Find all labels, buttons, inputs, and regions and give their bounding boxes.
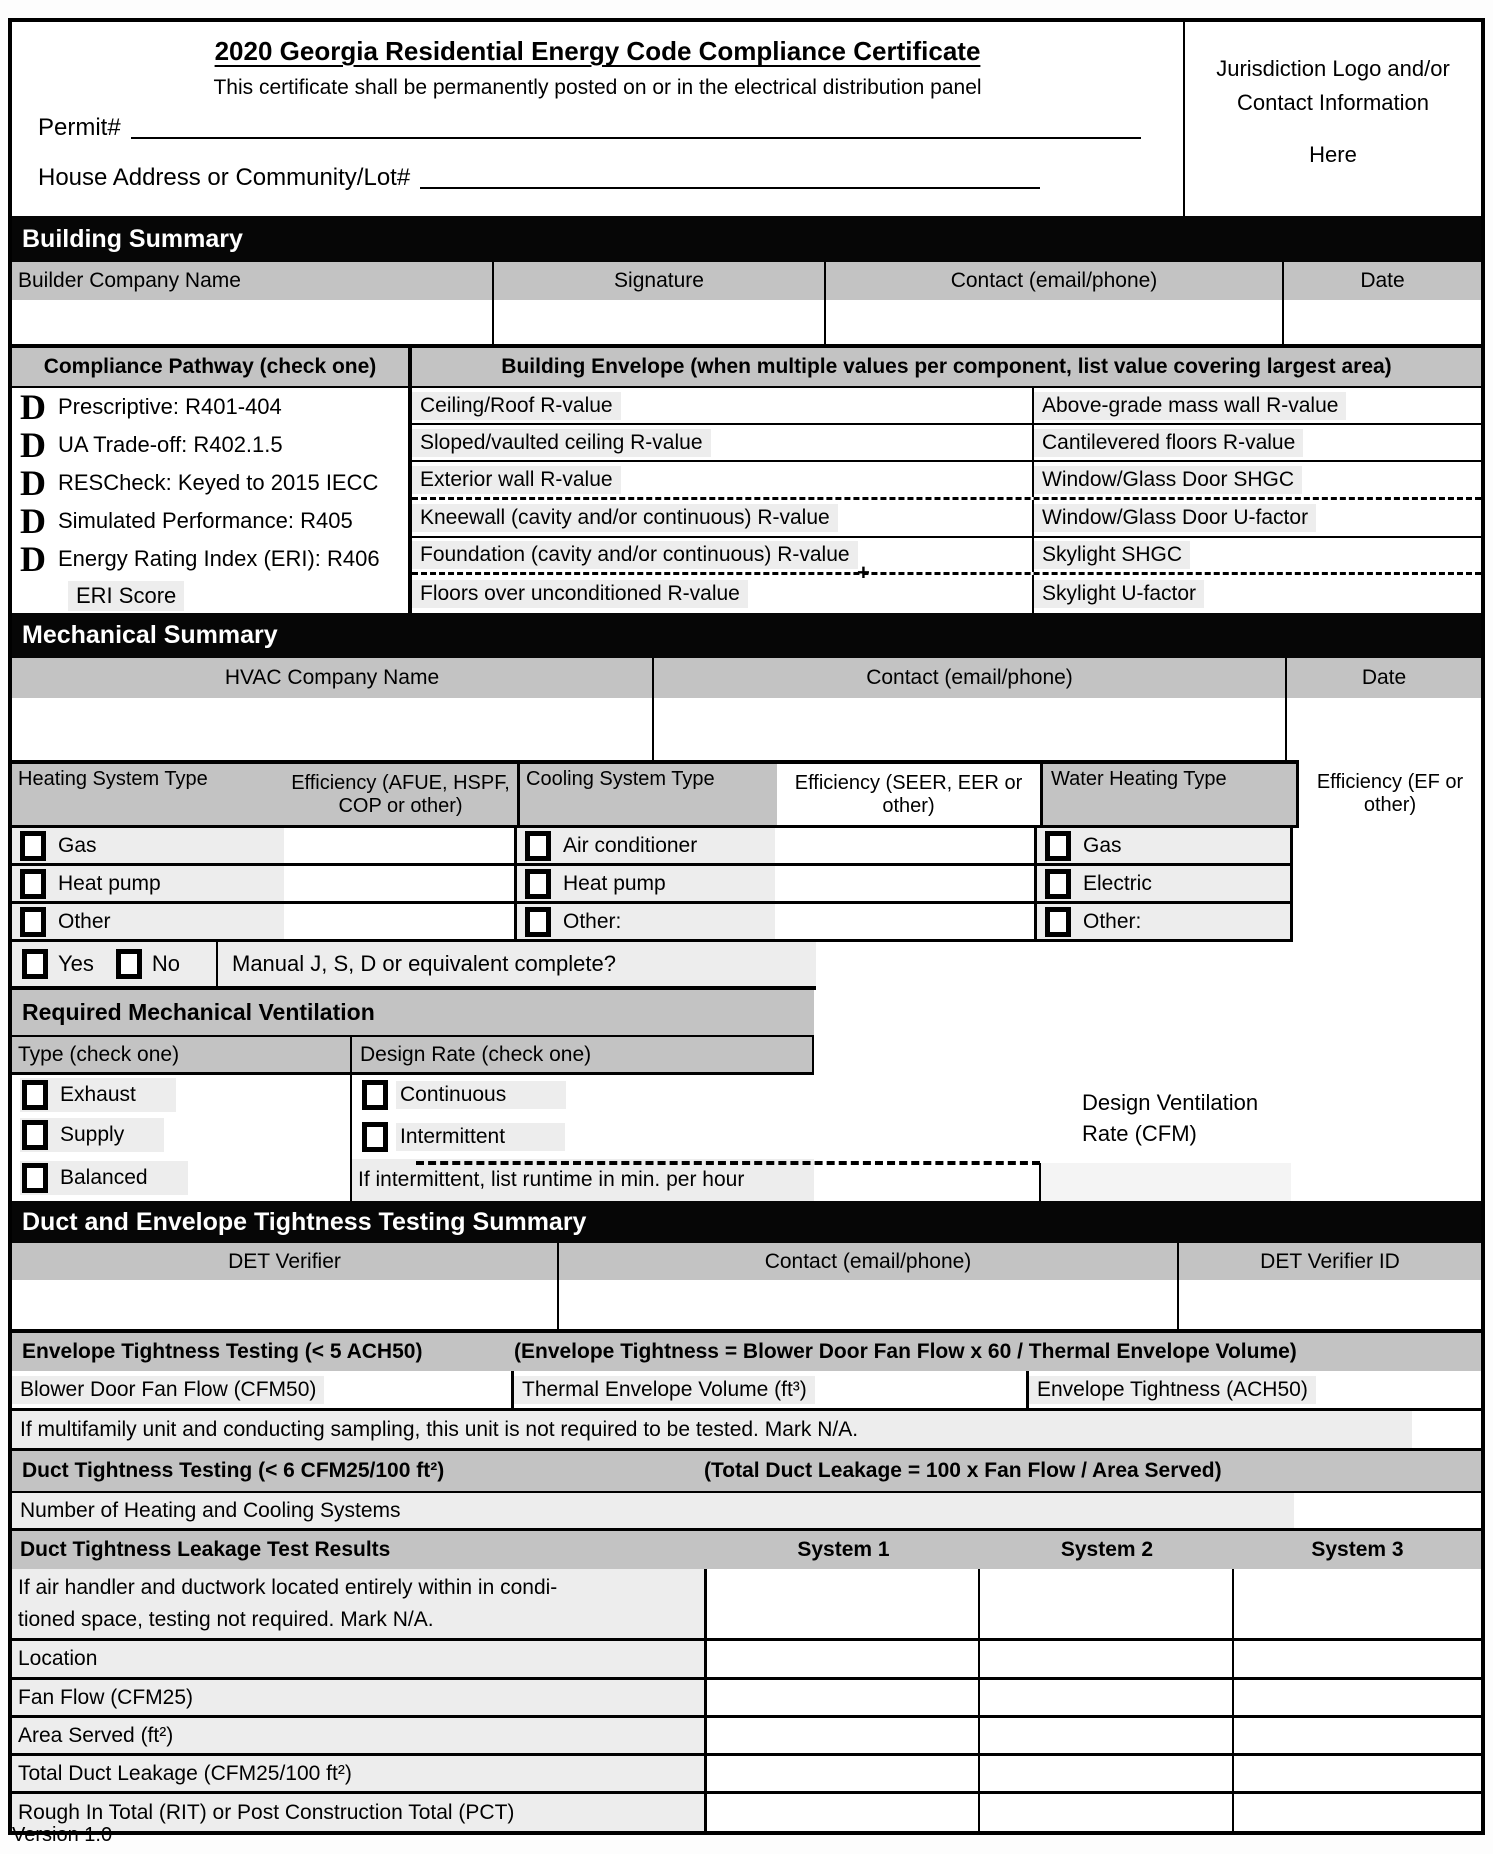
blower-door-cell <box>12 1371 514 1408</box>
manual-j-question: Manual J, S, D or equivalent complete? <box>218 942 816 990</box>
heating-heatpump-checkbox[interactable] <box>20 869 46 899</box>
eri-score-row <box>12 578 408 613</box>
vent-supply-row <box>12 1115 350 1155</box>
permit-input[interactable] <box>131 114 1141 139</box>
col-heating-type: Heating System Type <box>12 760 284 828</box>
vent-intermittent-note: If intermittent, list runtime in min. per hour <box>352 1159 814 1201</box>
conditioned-system3-cell[interactable] <box>1234 1569 1481 1638</box>
vent-supply-checkbox[interactable] <box>22 1120 48 1150</box>
blower-door-label: Blower Door Fan Flow (CFM50) <box>12 1376 324 1404</box>
leakage-results-title: Duct Tightness Leakage Test Results <box>20 1538 391 1561</box>
cooling-heatpump-label: Heat pump <box>563 871 666 895</box>
thermal-volume-label: Thermal Envelope Volume (ft³) <box>514 1376 815 1404</box>
water-efficiency-field-2[interactable] <box>1293 866 1481 904</box>
vent-exhaust-row <box>12 1075 350 1115</box>
heating-other-label: Other <box>58 909 111 933</box>
col-det-verifier-id: DET Verifier ID <box>1260 1249 1400 1273</box>
hvac-contact-field[interactable] <box>654 698 1287 760</box>
skylight-ufactor-label: Skylight U-factor <box>1034 580 1204 608</box>
cooling-heatpump-checkbox[interactable] <box>525 869 551 899</box>
pathway-prescriptive-label: Prescriptive: R401-404 <box>58 394 282 419</box>
manual-j-row <box>12 942 1481 990</box>
total-leakage-system3-cell[interactable] <box>1234 1756 1481 1791</box>
duct-testing-header-bar <box>12 1451 1481 1493</box>
fan-flow-system2-cell[interactable] <box>980 1680 1234 1715</box>
vent-balanced-option <box>20 1161 188 1195</box>
location-label: Location <box>12 1641 707 1677</box>
pathway-rescheck-label: RESCheck: Keyed to 2015 IECC <box>58 470 379 495</box>
total-leakage-system2-cell[interactable] <box>980 1756 1234 1791</box>
envelope-testing-formula: (Envelope Tightness = Blower Door Fan Flow x 60 / Thermal Envelope Volume) <box>514 1340 1297 1363</box>
location-system1-cell[interactable] <box>707 1641 980 1677</box>
envelope-cell-exterior-wall <box>412 462 1034 497</box>
col-hvac-company: HVAC Company Name <box>12 658 654 698</box>
water-electric-label: Electric <box>1083 871 1152 895</box>
col-cooling-type: Cooling System Type <box>520 760 777 828</box>
water-efficiency-field-3[interactable] <box>1293 904 1481 942</box>
det-section-title: Duct and Envelope Tightness Testing Summary <box>22 1207 587 1236</box>
vent-balanced-checkbox[interactable] <box>22 1163 48 1193</box>
manual-j-yes-checkbox[interactable] <box>22 949 48 979</box>
vent-supply-option <box>20 1118 164 1152</box>
col-system-1: System 1 <box>797 1538 890 1561</box>
result-row-total-leakage <box>12 1756 1481 1794</box>
form-sheet <box>8 18 1485 1835</box>
envelope-cell-window-ufactor <box>1034 500 1481 536</box>
result-row-area-served <box>12 1718 1481 1756</box>
eri-score-label: ERI Score <box>68 581 184 611</box>
pathway-option-simulated[interactable] <box>12 502 408 540</box>
col-hvac-contact: Contact (email/phone) <box>654 658 1287 698</box>
heating-other-checkbox[interactable] <box>20 907 46 937</box>
col-date: Date <box>1360 269 1405 292</box>
pathway-rescheck-checkbox[interactable]: D <box>20 464 46 502</box>
systems-count-label: Number of Heating and Cooling Systems <box>12 1493 1294 1528</box>
vent-continuous-checkbox[interactable] <box>362 1080 388 1110</box>
water-efficiency-field-1[interactable] <box>1293 828 1481 866</box>
envelope-cell-floors <box>412 575 1034 613</box>
water-other-checkbox[interactable] <box>1045 907 1071 937</box>
pathway-ua-tradeoff-label: UA Trade-off: R402.1.5 <box>58 432 283 457</box>
hvac-date-field[interactable] <box>1287 698 1481 760</box>
vent-exhaust-option <box>20 1078 176 1112</box>
envelope-cell-skylight-shgc <box>1034 538 1481 572</box>
area-served-system3-cell[interactable] <box>1234 1718 1481 1753</box>
cooling-ac-checkbox[interactable] <box>525 831 551 861</box>
window-shgc-label: Window/Glass Door SHGC <box>1034 466 1302 494</box>
pathway-prescriptive-checkbox[interactable]: D <box>20 388 46 426</box>
conditioned-system2-cell[interactable] <box>980 1569 1234 1638</box>
mechanical-summary-section-bar <box>12 613 1481 658</box>
header-left <box>12 22 1185 216</box>
envelope-cell-skylight-ufactor <box>1034 575 1481 613</box>
result-row-rit-pct <box>12 1794 1481 1831</box>
vent-type-header: Type (check one) <box>12 1037 352 1075</box>
cooling-other-label: Other: <box>563 909 622 933</box>
col-water-efficiency: Efficiency (EF or other) <box>1316 771 1464 816</box>
page-subtitle: This certificate shall be permanently posted on or in the electrical distribution panel <box>213 76 982 99</box>
jurisdiction-box <box>1185 22 1481 216</box>
col-builder-company: Builder Company Name <box>12 262 494 300</box>
envelope-row-5 <box>412 538 1481 585</box>
col-hvac-date: Date <box>1361 666 1407 689</box>
vent-intermittent-checkbox[interactable] <box>362 1122 388 1152</box>
compliance-pathway-column <box>12 348 412 613</box>
building-summary-title: Building Summary <box>22 224 243 253</box>
version-label: Version 1.0 <box>12 1824 113 1846</box>
water-gas-cell <box>1037 828 1293 866</box>
cooling-heatpump-cell <box>517 866 1037 904</box>
duct-testing-title: Duct Tightness Testing (< 6 CFM25/100 ft²) <box>22 1459 445 1482</box>
envelope-row-2 <box>412 425 1481 462</box>
pathway-simulated-label: Simulated Performance: R405 <box>58 508 353 533</box>
vent-supply-label: Supply <box>60 1123 125 1146</box>
design-rate-field[interactable] <box>1039 1163 1291 1201</box>
water-gas-label: Gas <box>1083 833 1122 857</box>
permit-label: Permit# <box>38 114 121 141</box>
cooling-ac-cell <box>517 828 1037 866</box>
envelope-cell-ceiling <box>412 388 1034 423</box>
heating-heatpump-label: Heat pump <box>58 871 161 895</box>
vent-intermittent-row <box>352 1115 814 1159</box>
vent-balanced-row <box>12 1155 350 1201</box>
fan-flow-label: Fan Flow (CFM25) <box>12 1680 707 1715</box>
area-served-label: Area Served (ft²) <box>12 1718 707 1753</box>
building-summary-entry-row <box>12 300 1481 348</box>
floors-unconditioned-rvalue-label: Floors over unconditioned R-value <box>412 580 748 608</box>
builder-contact-field[interactable] <box>826 300 1284 344</box>
intermittent-dashed-divider <box>416 1161 1040 1165</box>
total-leakage-label: Total Duct Leakage (CFM25/100 ft²) <box>12 1756 707 1791</box>
compliance-pathway-header: Compliance Pathway (check one) <box>12 348 408 388</box>
manual-j-no-label: No <box>151 951 181 976</box>
det-header-row <box>12 1243 1481 1280</box>
vent-continuous-label: Continuous <box>396 1081 566 1109</box>
cooling-ac-option <box>517 828 775 863</box>
manual-j-yes-label: Yes <box>58 951 94 976</box>
design-ventilation-label-line2: Rate (CFM) <box>1082 1121 1197 1146</box>
vent-rate-header: Design Rate (check one) <box>352 1037 814 1075</box>
cantilevered-floors-rvalue-label: Cantilevered floors R-value <box>1034 429 1303 457</box>
result-row-location <box>12 1641 1481 1680</box>
result-row-conditioned <box>12 1569 1481 1641</box>
det-section-bar <box>12 1201 1481 1243</box>
rit-pct-system2-cell[interactable] <box>980 1794 1234 1831</box>
jurisdiction-note-line2: Contact Information <box>1237 90 1429 115</box>
rit-pct-system1-cell[interactable] <box>707 1794 980 1831</box>
water-electric-cell <box>1037 866 1293 904</box>
building-envelope-column <box>412 348 1481 613</box>
cooling-other-cell <box>517 904 1037 942</box>
sloped-ceiling-rvalue-label: Sloped/vaulted ceiling R-value <box>412 429 711 457</box>
mass-wall-rvalue-label: Above-grade mass wall R-value <box>1034 392 1346 420</box>
building-envelope-header: Building Envelope (when multiple values per component, list value covering largest area) <box>412 348 1481 388</box>
pathway-option-rescheck[interactable] <box>12 464 408 502</box>
system-row-3 <box>12 904 1481 942</box>
envelope-cell-sloped-ceiling <box>412 425 1034 460</box>
kneewall-rvalue-label: Kneewall (cavity and/or continuous) R-value <box>412 504 838 532</box>
mechanical-summary-title: Mechanical Summary <box>22 621 278 649</box>
col-det-verifier: DET Verifier <box>12 1243 559 1280</box>
vent-rate-column <box>352 1075 814 1201</box>
heating-other-option <box>12 904 284 939</box>
col-det-contact: Contact (email/phone) <box>559 1243 1179 1280</box>
fan-flow-system1-cell[interactable] <box>707 1680 980 1715</box>
multifamily-note-spacer <box>1412 1411 1481 1448</box>
envelope-cell-mass-wall <box>1034 388 1481 423</box>
manual-j-no-checkbox[interactable] <box>116 949 142 979</box>
envelope-row-3 <box>412 462 1481 500</box>
cooling-other-checkbox[interactable] <box>525 907 551 937</box>
design-ventilation-label <box>1082 1087 1481 1149</box>
duct-testing-formula: (Total Duct Leakage = 100 x Fan Flow / Area Served) <box>704 1459 1222 1482</box>
water-electric-checkbox[interactable] <box>1045 869 1071 899</box>
envelope-row-1 <box>412 388 1481 425</box>
result-row-fan-flow <box>12 1680 1481 1718</box>
col-system-3: System 3 <box>1311 1538 1404 1561</box>
systems-count-field[interactable] <box>1294 1493 1481 1528</box>
address-row <box>38 164 1147 192</box>
building-summary-section-bar <box>12 216 1481 262</box>
system-row-1 <box>12 828 1481 866</box>
det-verifier-field[interactable] <box>12 1280 559 1329</box>
header-section <box>12 22 1481 216</box>
address-label: House Address or Community/Lot# <box>38 164 411 191</box>
envelope-cell-foundation <box>412 538 1034 572</box>
conditioned-note-line1: If air handler and ductwork located entirely within in condi- <box>18 1576 558 1599</box>
col-system-2: System 2 <box>1060 1538 1154 1561</box>
scan-artifact-plus: + <box>857 560 870 585</box>
envelope-tightness-cell <box>1029 1371 1481 1408</box>
envelope-testing-title: Envelope Tightness Testing (< 5 ACH50) <box>22 1340 423 1363</box>
envelope-testing-header-bar <box>12 1333 1481 1371</box>
building-summary-header-row <box>12 262 1481 300</box>
ventilation-body <box>12 1075 1481 1201</box>
heating-heatpump-cell <box>12 866 517 904</box>
pathway-envelope-section <box>12 348 1481 613</box>
address-input[interactable] <box>420 164 1040 189</box>
rit-pct-label: Rough In Total (RIT) or Post Construction Total (PCT) <box>12 1794 707 1831</box>
vent-intermittent-label: Intermittent <box>396 1123 565 1151</box>
design-ventilation-label-line1: Design Ventilation <box>1082 1090 1259 1115</box>
water-other-cell <box>1037 904 1293 942</box>
jurisdiction-note-line3: Here <box>1309 142 1357 167</box>
builder-date-field[interactable] <box>1284 300 1481 344</box>
skylight-shgc-label: Skylight SHGC <box>1034 541 1190 569</box>
envelope-testing-fields-row <box>12 1371 1481 1411</box>
manual-j-spacer <box>816 942 1481 990</box>
envelope-cell-window-shgc <box>1034 462 1481 497</box>
pathway-ua-tradeoff-checkbox[interactable]: D <box>20 426 46 464</box>
total-leakage-system1-cell[interactable] <box>707 1756 980 1791</box>
water-other-label: Other: <box>1083 909 1142 933</box>
envelope-row-6 <box>412 575 1481 613</box>
col-signature: Signature <box>494 262 826 300</box>
envelope-cell-cantilevered <box>1034 425 1481 460</box>
manual-j-answer-cell <box>12 942 218 990</box>
envelope-cell-kneewall <box>412 500 1034 536</box>
heating-gas-label: Gas <box>58 833 97 857</box>
systems-count-row <box>12 1493 1481 1531</box>
col-water-heating-type: Water Heating Type <box>1043 760 1299 828</box>
conditioned-note-cell <box>12 1569 707 1638</box>
builder-signature-field[interactable] <box>494 300 826 344</box>
pathway-option-eri[interactable] <box>12 540 408 578</box>
area-served-system1-cell[interactable] <box>707 1718 980 1753</box>
window-ufactor-label: Window/Glass Door U-factor <box>1034 504 1316 532</box>
conditioned-system1-cell[interactable] <box>707 1569 980 1638</box>
leakage-results-header-row <box>12 1531 1481 1569</box>
rit-pct-system3-cell[interactable] <box>1234 1794 1481 1831</box>
multifamily-note: If multifamily unit and conducting sampling, this unit is not required to be tested. Mark N/A. <box>12 1411 1412 1448</box>
cooling-heatpump-option <box>517 866 775 901</box>
envelope-row-4 <box>412 500 1481 538</box>
vent-type-column <box>12 1075 352 1201</box>
pathway-option-prescriptive[interactable] <box>12 388 408 426</box>
system-type-header-row <box>12 760 1481 828</box>
permit-row <box>38 114 1147 142</box>
ventilation-header-row <box>12 1037 1481 1075</box>
vent-exhaust-checkbox[interactable] <box>22 1080 48 1110</box>
ceiling-roof-rvalue-label: Ceiling/Roof R-value <box>412 392 621 420</box>
area-served-system2-cell[interactable] <box>980 1718 1234 1753</box>
heating-gas-checkbox[interactable] <box>20 831 46 861</box>
envelope-tightness-label: Envelope Tightness (ACH50) <box>1029 1376 1316 1404</box>
col-cooling-efficiency: Efficiency (SEER, EER or other) <box>777 760 1043 828</box>
col-contact: Contact (email/phone) <box>826 262 1284 300</box>
hvac-header-row <box>12 658 1481 698</box>
heating-heatpump-option <box>12 866 284 901</box>
conditioned-note-line2: tioned space, testing not required. Mark N/A. <box>18 1608 434 1631</box>
hvac-entry-row <box>12 698 1481 760</box>
pathway-eri-label: Energy Rating Index (ERI): R406 <box>58 546 380 571</box>
hvac-company-field[interactable] <box>12 698 654 760</box>
location-system3-cell[interactable] <box>1234 1641 1481 1677</box>
vent-continuous-row <box>352 1075 814 1115</box>
pathway-eri-checkbox[interactable]: D <box>20 540 46 578</box>
ventilation-section-title: Required Mechanical Ventilation <box>12 990 814 1037</box>
multifamily-note-row <box>12 1411 1481 1451</box>
cooling-ac-label: Air conditioner <box>563 833 698 857</box>
heating-gas-option <box>12 828 284 863</box>
foundation-rvalue-label: Foundation (cavity and/or continuous) R-value <box>412 541 858 569</box>
det-entry-row <box>12 1280 1481 1333</box>
col-heating-efficiency: Efficiency (AFUE, HSPF, COP or other) <box>284 760 520 828</box>
builder-company-field[interactable] <box>12 300 494 344</box>
cooling-other-option <box>517 904 775 939</box>
pathway-simulated-checkbox[interactable]: D <box>20 502 46 540</box>
exterior-wall-rvalue-label: Exterior wall R-value <box>412 466 621 494</box>
det-verifier-id-field[interactable] <box>1179 1280 1481 1329</box>
fan-flow-system3-cell[interactable] <box>1234 1680 1481 1715</box>
ventilation-section-spacer <box>814 990 1481 1037</box>
pathway-option-ua-tradeoff[interactable] <box>12 426 408 464</box>
water-gas-checkbox[interactable] <box>1045 831 1071 861</box>
vent-exhaust-label: Exhaust <box>60 1083 136 1106</box>
ventilation-section-row <box>12 990 1481 1037</box>
page-title: 2020 Georgia Residential Energy Code Compliance Certificate <box>214 36 981 66</box>
det-contact-field[interactable] <box>559 1280 1179 1329</box>
location-system2-cell[interactable] <box>980 1641 1234 1677</box>
vent-header-spacer <box>814 1037 1481 1075</box>
jurisdiction-note-line1: Jurisdiction Logo and/or <box>1216 56 1450 81</box>
thermal-volume-cell <box>514 1371 1029 1408</box>
vent-balanced-label: Balanced <box>60 1166 148 1189</box>
heating-gas-cell <box>12 828 517 866</box>
heating-other-cell <box>12 904 517 942</box>
system-row-2 <box>12 866 1481 904</box>
